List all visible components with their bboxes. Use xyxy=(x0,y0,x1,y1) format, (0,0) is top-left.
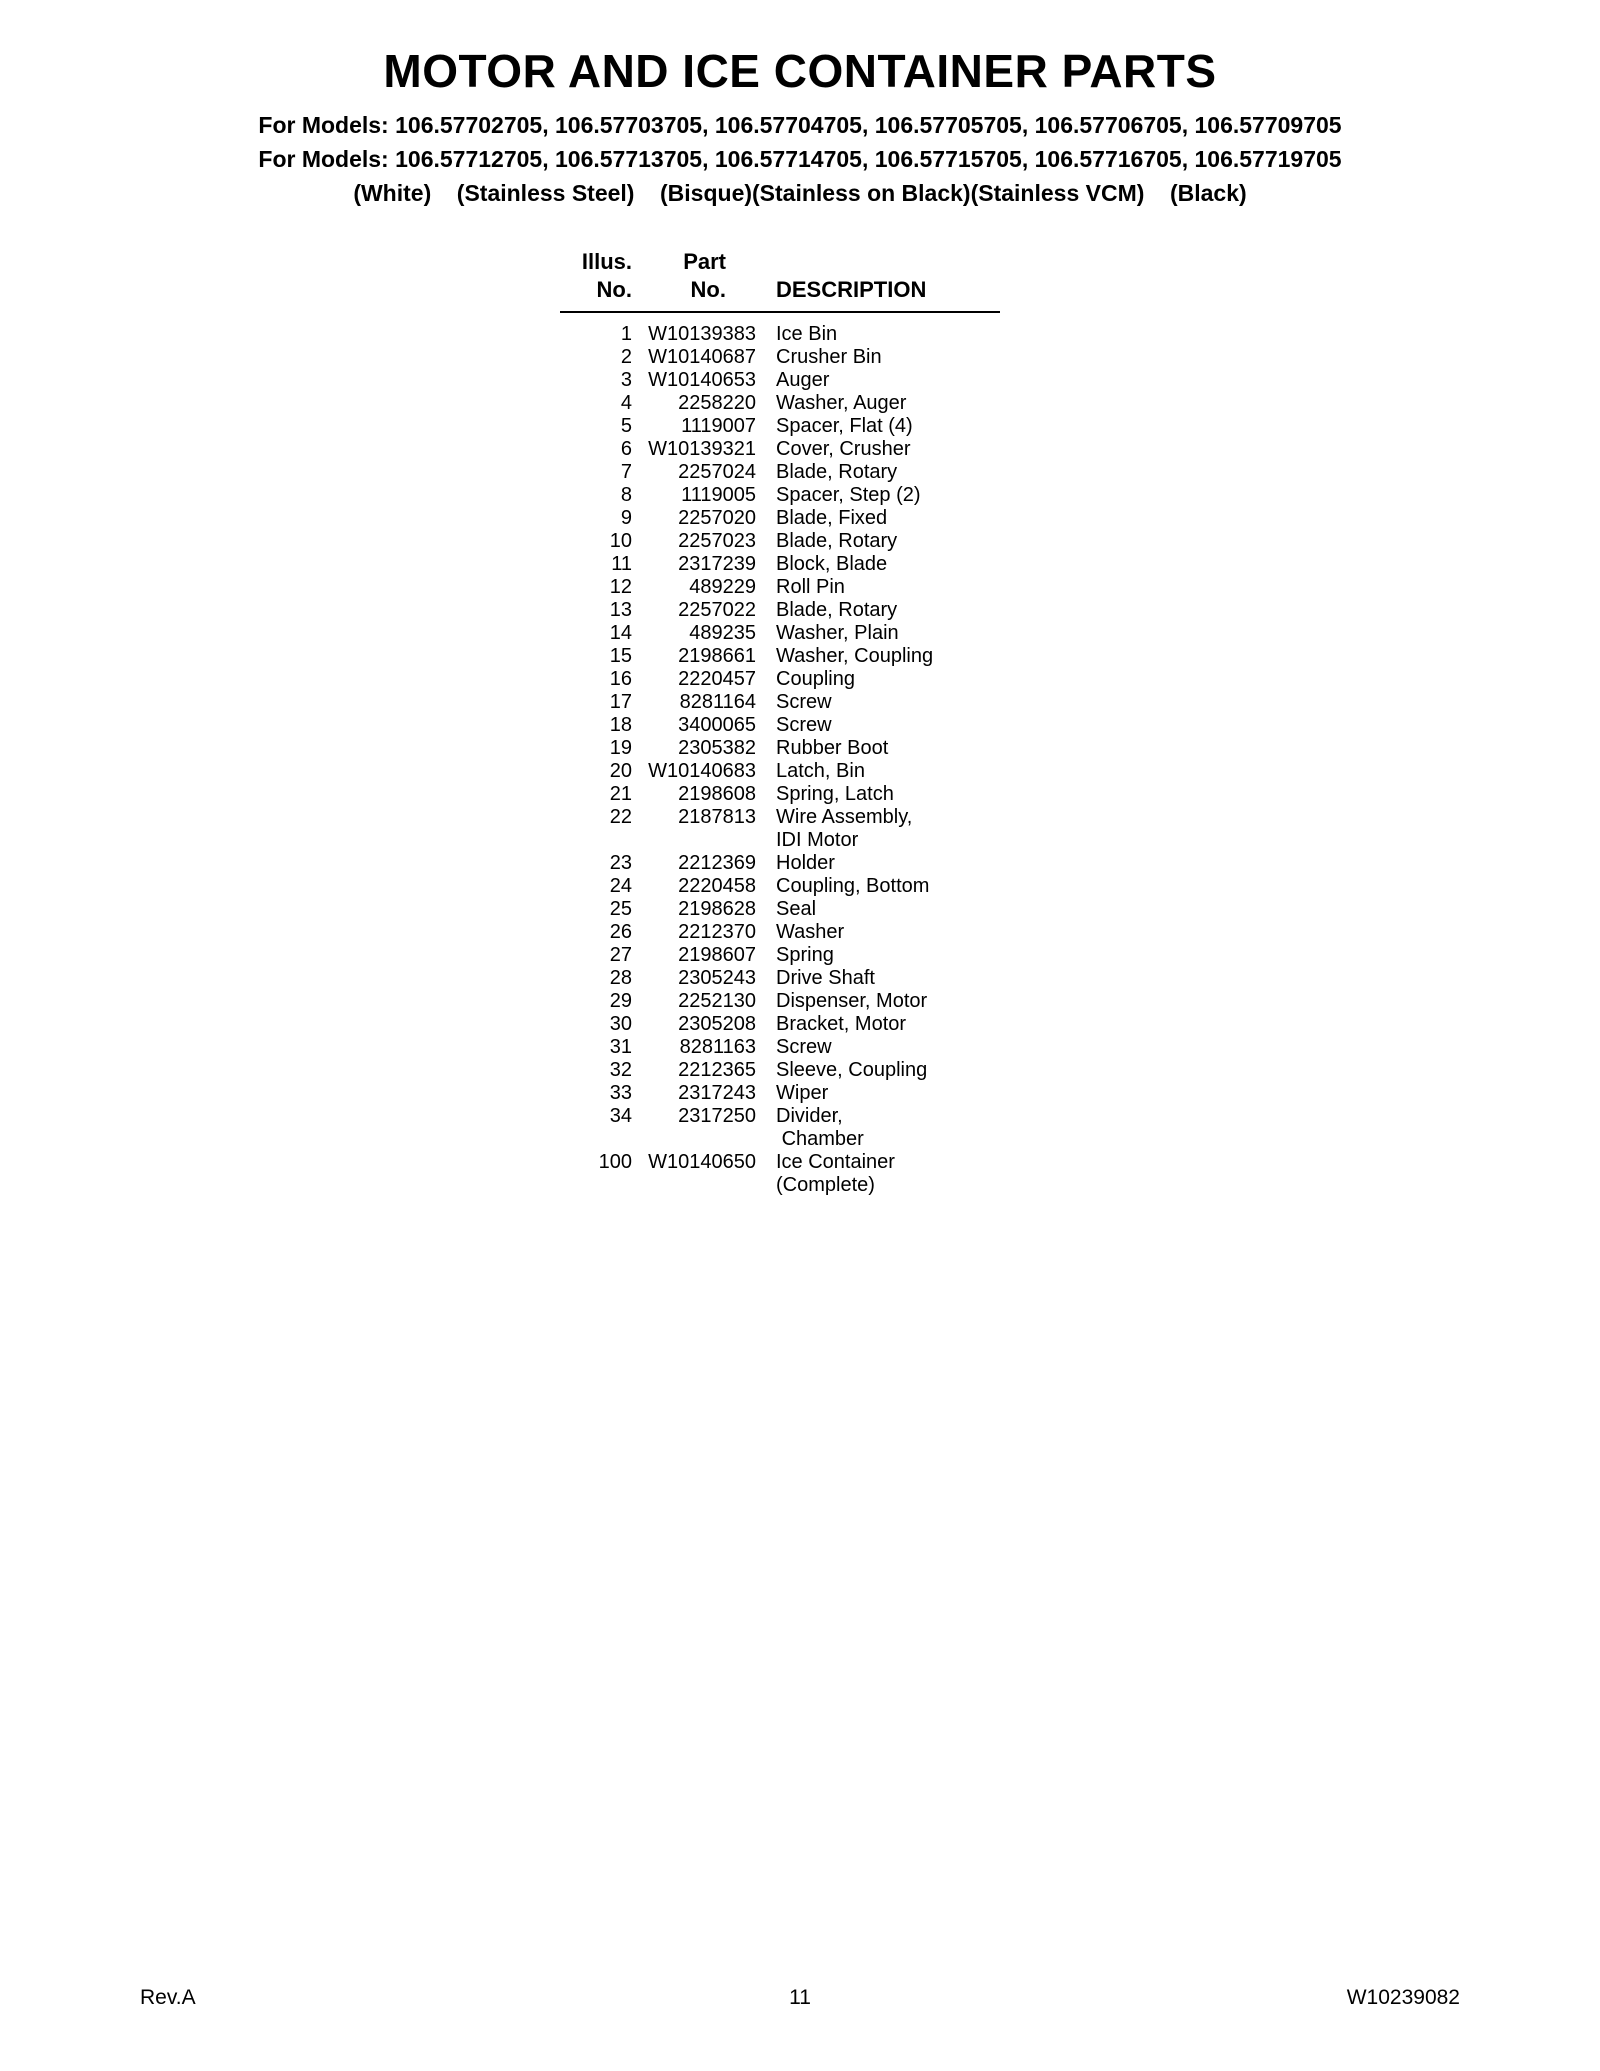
table-row xyxy=(560,461,1000,484)
parts-table-header xyxy=(560,248,1000,313)
table-row xyxy=(560,438,1000,461)
description-cell xyxy=(776,415,913,438)
description-line: Screw xyxy=(776,714,832,736)
footer-page-number: 11 xyxy=(789,1986,811,2009)
description-cell xyxy=(776,898,816,921)
part-no-cell: 2317250 xyxy=(678,1105,756,1127)
illus-no-cell: 1 xyxy=(620,323,632,345)
description-cell xyxy=(776,507,887,530)
description-line: Washer, Coupling xyxy=(776,645,934,667)
part-no-cell: W10140650 xyxy=(648,1151,756,1173)
illus-no-cell: 10 xyxy=(609,530,632,552)
part-no-cell: 2317243 xyxy=(678,1082,756,1104)
part-no-cell: 2212365 xyxy=(678,1059,756,1081)
description-line: Drive Shaft xyxy=(776,967,875,989)
description-cell xyxy=(776,990,927,1013)
description-line: Ice Bin xyxy=(776,323,838,345)
description-cell xyxy=(776,760,865,783)
illus-no-cell: 25 xyxy=(609,898,632,920)
illus-no-cell: 4 xyxy=(620,392,632,414)
description-line: Washer, Auger xyxy=(776,392,907,414)
part-no-cell: 2198628 xyxy=(678,898,756,920)
illus-no-cell: 15 xyxy=(609,645,632,667)
part-no-cell: 2257020 xyxy=(678,507,756,529)
illus-no-cell: 19 xyxy=(609,737,632,759)
table-row xyxy=(560,852,1000,875)
table-row xyxy=(560,530,1000,553)
description-line: Bracket, Motor xyxy=(776,1013,907,1035)
description-line: Blade, Rotary xyxy=(776,599,898,621)
table-row xyxy=(560,415,1000,438)
description-line: Wire Assembly, xyxy=(776,806,913,828)
part-no-cell: 3400065 xyxy=(678,714,756,736)
table-row xyxy=(560,369,1000,392)
part-no-cell: 2257023 xyxy=(678,530,756,552)
description-line: Spring xyxy=(776,944,834,966)
part-no-cell: 2305243 xyxy=(678,967,756,989)
illus-no-cell: 31 xyxy=(609,1036,632,1058)
part-no-cell: 489229 xyxy=(689,576,756,598)
part-no-cell: 1119005 xyxy=(681,484,756,506)
table-row xyxy=(560,645,1000,668)
footer-revision: Rev.A xyxy=(140,1986,196,2009)
part-no-cell: W10139383 xyxy=(648,323,756,345)
description-cell xyxy=(776,737,888,760)
description-cell xyxy=(776,1059,927,1082)
description-cell xyxy=(776,668,855,691)
description-cell xyxy=(776,691,832,714)
illus-no-cell: 24 xyxy=(609,875,632,897)
part-no-cell: W10140683 xyxy=(648,760,756,782)
table-row xyxy=(560,898,1000,921)
description-cell xyxy=(776,1151,895,1197)
illus-no-cell: 11 xyxy=(611,553,632,575)
description-line: Washer, Plain xyxy=(776,622,899,644)
description-line: Washer xyxy=(776,921,845,943)
description-line: IDI Motor xyxy=(776,829,859,851)
table-row xyxy=(560,760,1000,783)
illus-no-cell: 14 xyxy=(609,622,632,644)
illus-no-cell: 34 xyxy=(609,1105,632,1127)
part-no-cell: 1119007 xyxy=(681,415,756,437)
table-row xyxy=(560,323,1000,346)
part-no-cell: 2258220 xyxy=(678,392,756,414)
description-cell xyxy=(776,1013,906,1036)
header-row-top xyxy=(560,248,1000,276)
part-no-cell: 2198661 xyxy=(678,645,756,667)
finishes-line: (White) (Stainless Steel) (Bisque)(Stainless on Black)(Stainless VCM) (Black) xyxy=(353,180,1247,206)
description-line: Coupling, Bottom xyxy=(776,875,930,897)
description-cell xyxy=(776,1105,864,1151)
description-line: Coupling xyxy=(776,668,855,690)
table-row xyxy=(560,668,1000,691)
illus-no-cell: 33 xyxy=(609,1082,632,1104)
description-line: Spacer, Step (2) xyxy=(776,484,921,506)
illus-no-cell: 22 xyxy=(609,806,632,828)
description-cell xyxy=(776,783,894,806)
header-illus-label: Illus. xyxy=(581,249,632,274)
header-row-bottom xyxy=(560,276,1000,304)
description-cell xyxy=(776,323,837,346)
table-row xyxy=(560,875,1000,898)
description-cell xyxy=(776,921,844,944)
part-no-cell: 8281164 xyxy=(679,691,756,713)
part-no-cell: 2305208 xyxy=(678,1013,756,1035)
part-no-cell: 8281163 xyxy=(679,1036,756,1058)
description-line: Auger xyxy=(776,369,830,391)
illus-no-cell: 18 xyxy=(609,714,632,736)
part-no-cell: 2198607 xyxy=(678,944,756,966)
description-line: Blade, Rotary xyxy=(776,530,898,552)
parts-table xyxy=(560,248,1000,1197)
description-line: Wiper xyxy=(776,1082,829,1104)
table-row xyxy=(560,967,1000,990)
page-title: MOTOR AND ICE CONTAINER PARTS xyxy=(383,45,1217,97)
illus-no-cell: 17 xyxy=(609,691,632,713)
part-no-cell: 2257022 xyxy=(678,599,756,621)
models-line-1: For Models: 106.57702705, 106.57703705, 106.57704705, 106.57705705, 106.57706705, 106.57709705 xyxy=(258,112,1342,138)
description-cell xyxy=(776,645,933,668)
illus-no-cell: 5 xyxy=(620,415,632,437)
table-row xyxy=(560,553,1000,576)
description-line: Spring, Latch xyxy=(776,783,894,805)
description-line: (Complete) xyxy=(776,1174,875,1196)
illus-no-cell: 23 xyxy=(609,852,632,874)
description-line: Roll Pin xyxy=(776,576,845,598)
table-row xyxy=(560,1151,1000,1197)
part-no-cell: 2187813 xyxy=(678,806,756,828)
description-cell xyxy=(776,553,887,576)
description-line: Dispenser, Motor xyxy=(776,990,928,1012)
illus-no-cell: 6 xyxy=(620,438,632,460)
table-row xyxy=(560,622,1000,645)
description-line: Blade, Fixed xyxy=(776,507,888,529)
description-cell xyxy=(776,369,829,392)
description-cell xyxy=(776,576,845,599)
illus-no-cell: 3 xyxy=(620,369,632,391)
description-cell xyxy=(776,806,912,852)
description-line: Blade, Rotary xyxy=(776,461,898,483)
table-row xyxy=(560,599,1000,622)
table-row xyxy=(560,507,1000,530)
illus-no-cell: 9 xyxy=(620,507,632,529)
header-description-label: DESCRIPTION xyxy=(776,277,927,302)
description-line: Seal xyxy=(776,898,817,920)
description-line: Crusher Bin xyxy=(776,346,882,368)
part-no-cell: 2198608 xyxy=(678,783,756,805)
description-cell xyxy=(776,599,897,622)
table-row xyxy=(560,484,1000,507)
part-no-cell: W10139321 xyxy=(648,438,756,460)
illus-no-cell: 100 xyxy=(598,1151,632,1173)
part-no-cell: 2317239 xyxy=(678,553,756,575)
description-line: Screw xyxy=(776,1036,832,1058)
models-line-2: For Models: 106.57712705, 106.57713705, 106.57714705, 106.57715705, 106.57716705, 106.57719705 xyxy=(258,146,1342,172)
part-no-cell: 2252130 xyxy=(678,990,756,1012)
table-row xyxy=(560,737,1000,760)
parts-table-body xyxy=(560,323,1000,1197)
header-part-label: Part xyxy=(683,249,726,274)
table-row xyxy=(560,806,1000,852)
description-line: Chamber xyxy=(776,1128,864,1150)
description-cell xyxy=(776,438,911,461)
header-part-no-label: No. xyxy=(690,277,726,302)
part-no-cell: W10140687 xyxy=(648,346,756,368)
description-cell xyxy=(776,622,899,645)
description-line: Holder xyxy=(776,852,835,874)
table-row xyxy=(560,714,1000,737)
table-row xyxy=(560,990,1000,1013)
description-line: Rubber Boot xyxy=(776,737,889,759)
description-cell xyxy=(776,392,906,415)
description-line: Screw xyxy=(776,691,832,713)
description-cell xyxy=(776,967,875,990)
table-row xyxy=(560,576,1000,599)
part-no-cell: 2220457 xyxy=(678,668,756,690)
description-cell xyxy=(776,346,882,369)
description-line: Latch, Bin xyxy=(776,760,865,782)
description-line: Spacer, Flat (4) xyxy=(776,415,913,437)
illus-no-cell: 29 xyxy=(609,990,632,1012)
illus-no-cell: 30 xyxy=(609,1013,632,1035)
illus-no-cell: 26 xyxy=(609,921,632,943)
description-line: Ice Container xyxy=(776,1151,895,1173)
part-no-cell: 2220458 xyxy=(678,875,756,897)
illus-no-cell: 2 xyxy=(620,346,632,368)
illus-no-cell: 32 xyxy=(609,1059,632,1081)
table-row xyxy=(560,392,1000,415)
description-cell xyxy=(776,714,832,737)
description-line: Block, Blade xyxy=(776,553,888,575)
table-row xyxy=(560,691,1000,714)
header-illus-no-label: No. xyxy=(596,277,632,302)
description-cell xyxy=(776,875,929,898)
table-row xyxy=(560,1059,1000,1082)
part-no-cell: 2257024 xyxy=(678,461,756,483)
table-row xyxy=(560,783,1000,806)
description-cell xyxy=(776,1036,832,1059)
description-cell xyxy=(776,852,835,875)
description-line: Sleeve, Coupling xyxy=(776,1059,928,1081)
table-row xyxy=(560,346,1000,369)
illus-no-cell: 21 xyxy=(609,783,632,805)
part-no-cell: 489235 xyxy=(689,622,756,644)
table-row xyxy=(560,921,1000,944)
illus-no-cell: 28 xyxy=(609,967,632,989)
description-cell xyxy=(776,1082,828,1105)
footer-document-number: W10239082 xyxy=(1346,1986,1460,2009)
table-row xyxy=(560,1105,1000,1151)
description-cell xyxy=(776,944,834,967)
part-no-cell: 2212370 xyxy=(678,921,756,943)
description-line: Cover, Crusher xyxy=(776,438,911,460)
description-cell xyxy=(776,530,897,553)
table-row xyxy=(560,1036,1000,1059)
description-cell xyxy=(776,461,897,484)
part-no-cell: W10140653 xyxy=(648,369,756,391)
illus-no-cell: 8 xyxy=(620,484,632,506)
illus-no-cell: 16 xyxy=(609,668,632,690)
part-no-cell: 2305382 xyxy=(678,737,756,759)
description-cell xyxy=(776,484,921,507)
table-row xyxy=(560,944,1000,967)
part-no-cell: 2212369 xyxy=(678,852,756,874)
table-row xyxy=(560,1082,1000,1105)
illus-no-cell: 20 xyxy=(609,760,632,782)
table-row xyxy=(560,1013,1000,1036)
illus-no-cell: 13 xyxy=(609,599,632,621)
illus-no-cell: 7 xyxy=(620,461,632,483)
illus-no-cell: 12 xyxy=(609,576,632,598)
illus-no-cell: 27 xyxy=(609,944,632,966)
description-line: Divider, xyxy=(776,1105,843,1127)
